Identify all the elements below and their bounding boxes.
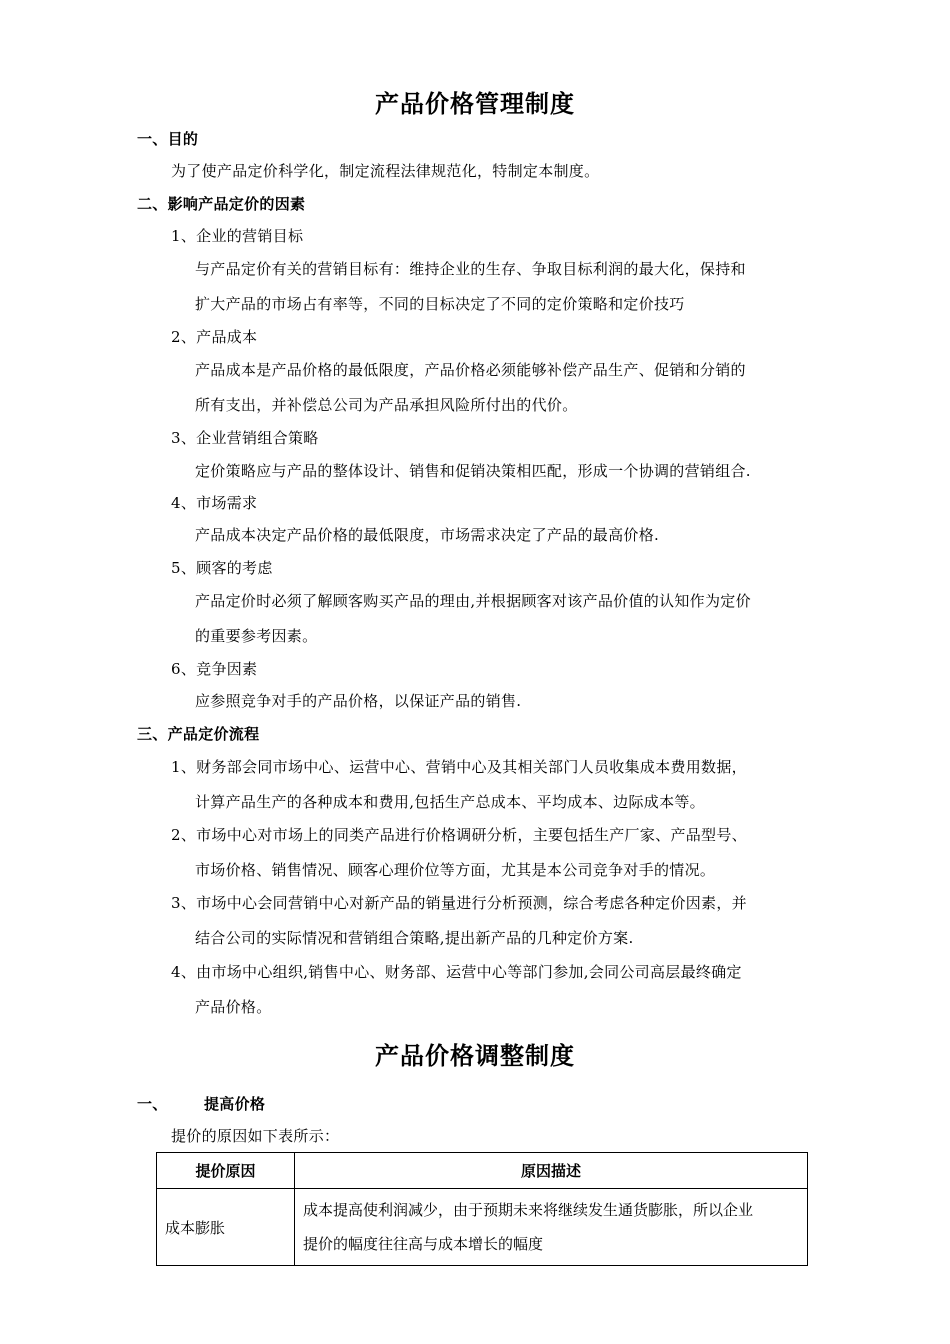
factor-text: 扩大产品的市场占有率等，不同的目标决定了不同的定价策略和定价技巧 — [195, 295, 685, 313]
factor-text: 产品成本决定产品价格的最低限度，市场需求决定了产品的最高价格. — [195, 526, 660, 544]
paragraph-purpose: 为了使产品定价科学化，制定流程法律规范化，特制定本制度。 — [171, 162, 600, 180]
subsection-number: 一、 — [137, 1095, 168, 1113]
table-row — [157, 1189, 808, 1266]
table-intro: 提价的原因如下表所示： — [171, 1127, 340, 1145]
document-title: 产品价格管理制度 — [375, 89, 575, 118]
process-step-cont: 产品价格。 — [195, 998, 272, 1016]
process-step-cont: 市场价格、销售情况、顾客心理价位等方面，尤其是本公司竞争对手的情况。 — [195, 861, 716, 879]
cell-reason: 成本膨胀 — [157, 1189, 295, 1266]
section-heading-purpose: 一、目的 — [137, 130, 199, 148]
factor-label: 3、企业营销组合策略 — [171, 429, 319, 447]
column-header-reason: 提价原因 — [157, 1153, 295, 1189]
factor-text: 应参照竞争对手的产品价格，以保证产品的销售. — [195, 692, 522, 710]
factor-label: 4、市场需求 — [171, 494, 258, 512]
process-step: 4、由市场中心组织,销售中心、财务部、运营中心等部门参加,会同公司高层最终确定 — [171, 963, 742, 981]
process-step: 1、财务部会同市场中心、运营中心、营销中心及其相关部门人员收集成本费用数据， — [171, 758, 747, 776]
factor-text: 产品定价时必须了解顾客购买产品的理由,并根据顾客对该产品价值的认知作为定价 — [195, 592, 751, 610]
factor-text: 所有支出，并补偿总公司为产品承担风险所付出的代价。 — [195, 396, 578, 414]
table-header-row — [157, 1153, 808, 1189]
factor-label: 2、产品成本 — [171, 328, 258, 346]
cell-description-line: 提价的幅度往往高与成本增长的幅度 — [303, 1235, 544, 1253]
process-step-cont: 结合公司的实际情况和营销组合策略,提出新产品的几种定价方案. — [195, 929, 634, 947]
cell-description — [295, 1189, 808, 1266]
price-raise-table — [156, 1152, 808, 1266]
factor-label: 6、竞争因素 — [171, 660, 258, 678]
factor-label: 1、企业的营销目标 — [171, 227, 304, 245]
process-step: 3、市场中心会同营销中心对新产品的销量进行分析预测，综合考虑各种定价因素，并 — [171, 894, 747, 912]
factor-label: 5、顾客的考虑 — [171, 559, 273, 577]
factor-text: 的重要参考因素。 — [195, 627, 318, 645]
section-title-adjustment: 产品价格调整制度 — [375, 1041, 575, 1070]
cell-description-line: 成本提高使利润减少，由于预期未来将继续发生通货膨胀，所以企业 — [303, 1201, 754, 1219]
factor-text: 产品成本是产品价格的最低限度，产品价格必须能够补偿产品生产、促销和分销的 — [195, 361, 746, 379]
factor-text: 与产品定价有关的营销目标有：维持企业的生存、争取目标利润的最大化，保持和 — [195, 260, 746, 278]
column-header-description: 原因描述 — [295, 1153, 808, 1189]
section-heading-process: 三、产品定价流程 — [137, 725, 260, 743]
factor-text: 定价策略应与产品的整体设计、销售和促销决策相匹配，形成一个协调的营销组合. — [195, 462, 751, 480]
process-step: 2、市场中心对市场上的同类产品进行价格调研分析，主要包括生产厂家、产品型号、 — [171, 826, 747, 844]
section-heading-factors: 二、影响产品定价的因素 — [137, 195, 306, 213]
subsection-heading-raise-price: 提高价格 — [204, 1095, 266, 1113]
process-step-cont: 计算产品生产的各种成本和费用,包括生产总成本、平均成本、边际成本等。 — [195, 793, 705, 811]
